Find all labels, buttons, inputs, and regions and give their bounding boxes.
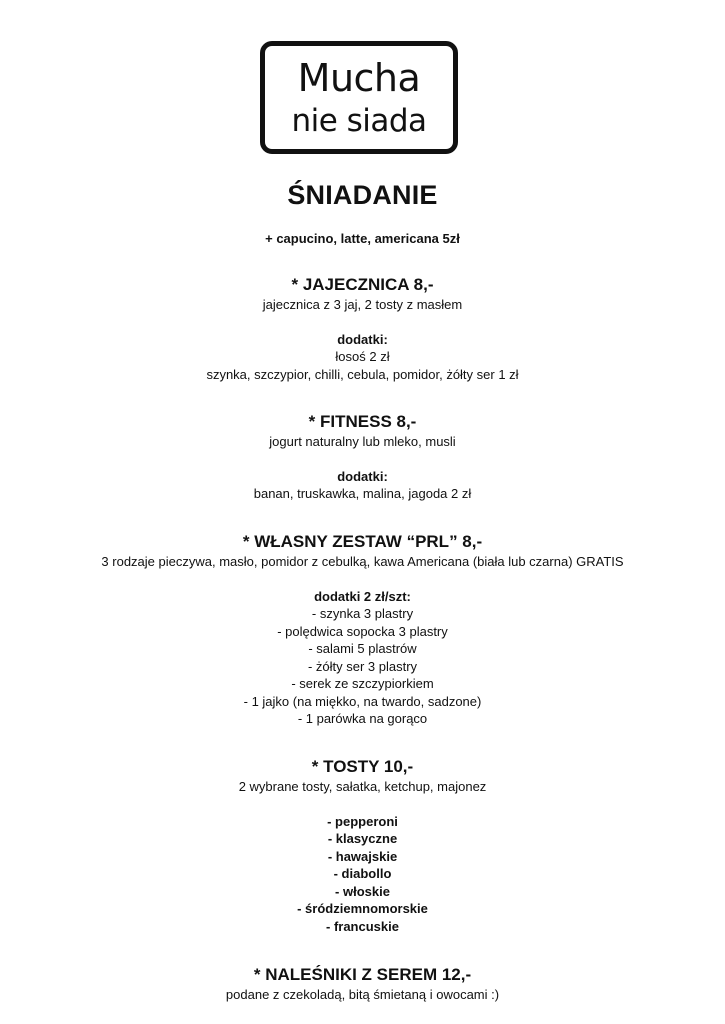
- addon-line: - serek ze szczypiorkiem: [291, 676, 434, 691]
- item-title-prl: * WŁASNY ZESTAW “PRL” 8,-: [242, 532, 483, 551]
- item-desc-jajecznica: jajecznica z 3 jaj, 2 tosty z masłem: [262, 297, 463, 312]
- toast-option: - pepperoni: [327, 814, 398, 829]
- addons-label-jajecznica: dodatki:: [337, 332, 388, 347]
- toast-option: - śródziemnomorskie: [297, 901, 428, 916]
- addon-line: łosoś 2 zł: [335, 349, 390, 364]
- item-title-nalesniki: * NALEŚNIKI Z SEREM 12,-: [253, 965, 472, 984]
- item-desc-nalesniki: podane z czekoladą, bitą śmietaną i owocami :): [225, 987, 500, 1002]
- item-desc-fitness: jogurt naturalny lub mleko, musli: [269, 434, 456, 449]
- addon-line: banan, truskawka, malina, jagoda 2 zł: [253, 486, 472, 501]
- item-desc-tosty: 2 wybrane tosty, sałatka, ketchup, majonez: [238, 779, 487, 794]
- addon-line: - salami 5 plastrów: [308, 641, 417, 656]
- toast-option: - klasyczne: [327, 831, 398, 846]
- addon-line: - 1 jajko (na miękko, na twardo, sadzone): [243, 694, 482, 709]
- item-desc-prl: 3 rodzaje pieczywa, masło, pomidor z cebulką, kawa Americana (biała lub czarna) GRATIS: [101, 554, 624, 569]
- addon-line: - 1 parówka na gorąco: [297, 711, 428, 726]
- item-title-jajecznica: * JAJECZNICA 8,-: [291, 275, 434, 294]
- item-title-tosty: * TOSTY 10,-: [311, 757, 414, 776]
- addons-label-fitness: dodatki:: [337, 469, 388, 484]
- logo: [260, 41, 458, 154]
- coffee-addon: + capucino, latte, americana 5zł: [265, 231, 460, 246]
- toast-option: - włoskie: [335, 884, 390, 899]
- addons-label-prl: dodatki 2 zł/szt:: [314, 589, 411, 604]
- toast-option: - francuskie: [326, 919, 399, 934]
- addon-line: - szynka 3 plastry: [311, 606, 414, 621]
- addon-line: szynka, szczypior, chilli, cebula, pomidor, żółty ser 1 zł: [206, 367, 519, 382]
- logo-line-2: nie siada: [291, 103, 427, 139]
- toast-option: - hawajskie: [327, 849, 398, 864]
- logo-line-1: Mucha: [297, 56, 421, 100]
- addon-line: - polędwica sopocka 3 plastry: [277, 624, 448, 639]
- toast-option: - diabollo: [333, 866, 392, 881]
- menu-heading: ŚNIADANIE: [287, 180, 438, 210]
- addon-line: - żółty ser 3 plastry: [307, 659, 418, 674]
- item-title-fitness: * FITNESS 8,-: [308, 412, 417, 431]
